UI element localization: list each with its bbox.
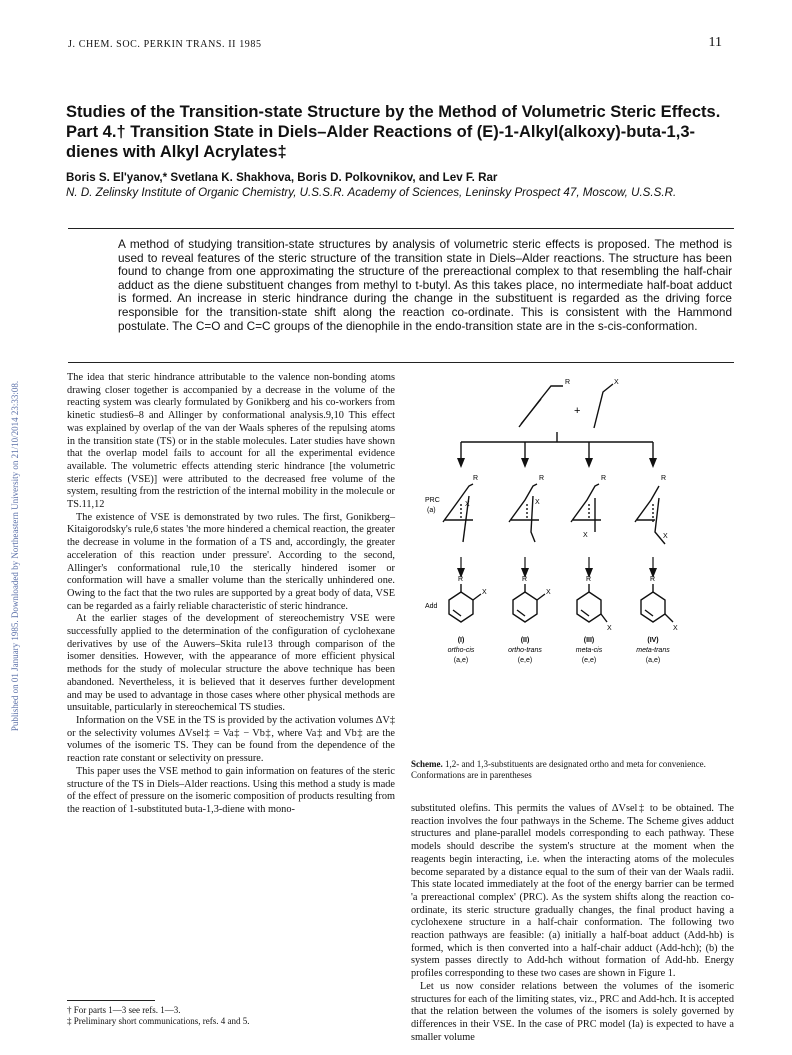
body-right-column <box>411 803 734 1044</box>
footnote-rule <box>67 1000 155 1001</box>
abstract-bottom-rule <box>68 362 734 363</box>
paragraph: This paper uses the VSE method to gain information on features of the steric structure of the TS in Diels–Alder reactions. Using this method a study is made of the effect of pressure on the isomeric composition of products resulting from the reaction of 1-substituted buta-1,3-diene with mono- <box>67 765 395 815</box>
adduct-x-label: X <box>607 625 612 632</box>
diene-structure <box>519 386 563 427</box>
footnote: ‡ Preliminary short communications, refs. 4 and 5. <box>67 1016 250 1026</box>
add-label: Add <box>425 603 438 610</box>
compound-name: ortho-cis <box>447 647 475 654</box>
article-authors: Boris S. El'yanov,* Svetlana K. Shakhova, Boris D. Polkovnikov, and Lev F. Rar <box>66 171 498 184</box>
page-number: 11 <box>708 35 722 50</box>
caption-text: 1,2- and 1,3-substituents are designated ortho and meta for convenience. Conformations are in parentheses <box>411 759 706 780</box>
scheme-caption <box>411 759 734 781</box>
prc-x-label: X <box>583 532 588 539</box>
prc-model <box>635 486 659 522</box>
compound-conformation: (a,e) <box>453 657 469 664</box>
compound-name: meta-trans <box>636 647 670 654</box>
prc-r-label: R <box>601 475 607 482</box>
compound-numeral: (III) <box>583 637 595 644</box>
body-left-column <box>67 372 395 817</box>
compound-conformation: (e,e) <box>581 657 597 664</box>
plus-sign: + <box>574 405 581 417</box>
caption-label: Scheme. <box>411 759 443 769</box>
paragraph: substituted olefins. This permits the values of ΔVsel‡ to be obtained. The reaction involves the four pathways in the Scheme. The Scheme gives adduct structures and plane-parallel models corresponding to each pathway. These models should describe the system's structure at the moment when the reagents begin interacting, i.e. when the interacting atoms of the molecules become separated by a distance equal to the sum of their van der Waals radii. This state located immediately at the foot of the energy barrier can be termed 'a prereactional complex' (PRC). As the system shifts along the reaction co-ordinate, its steric structure gradually changes, the final product having a cyclohexene structure in a half-chair conformation. The following two reaction pathways are feasible: (a) initially a half-boat adduct (Add-hb) is formed, which is then converted into a half-chair adduct (Add-hch); (b) the system passes directly to Add-hch without formation of Add-hb. Energy profiles corresponding to these two cases are shown in Figure 1. <box>411 803 734 980</box>
article-affiliation: N. D. Zelinsky Institute of Organic Chemistry, U.S.S.R. Academy of Sciences, Leninsky Prospect 47, Moscow, U.S.S.R. <box>66 186 677 199</box>
download-watermark: Published on 01 January 1985. Downloaded by Northeastern University on 21/10/2014 23:33:08. <box>10 380 20 732</box>
abstract-top-rule <box>68 228 734 229</box>
compound-numeral: (I) <box>457 637 465 644</box>
adduct-r-label: R <box>650 576 656 583</box>
diene-r-label: R <box>565 379 571 386</box>
prc-label: PRC <box>425 497 440 504</box>
prc-sub-label: (a) <box>427 507 436 514</box>
prc-x-label: X <box>465 501 470 508</box>
footnote: † For parts 1—3 see refs. 1—3. <box>67 1005 181 1015</box>
paragraph: Information on the VSE in the TS is provided by the activation volumes ΔV‡ or the selectivity volumes ΔVsel‡ = Va‡ − Vb‡, where Va‡ and Vb‡ are the volumes of the isomeric TS. They can be found from the dependence of the reaction rate constant or selectivity on pressure. <box>67 714 395 765</box>
prc-r-label: R <box>661 475 667 482</box>
compound-conformation: (e,e) <box>517 657 533 664</box>
article-title: Studies of the Transition-state Structure by the Method of Volumetric Steric Effects. Part 4.† Transition State in Diels–Alder Reactions of (E)-1-Alkyl(alkoxy)-buta-1,3-dienes with Alkyl Acrylates‡ <box>66 103 721 161</box>
compound-numeral: (IV) <box>647 637 659 644</box>
adduct-r-label: R <box>522 576 528 583</box>
adduct-ring <box>449 592 473 622</box>
adduct-ring <box>641 592 665 622</box>
footnotes <box>67 1005 395 1027</box>
prc-x-label: X <box>535 499 540 506</box>
adduct-x-label: X <box>546 589 551 596</box>
prc-x-label: X <box>663 533 668 540</box>
reaction-scheme <box>411 372 734 752</box>
journal-header: J. CHEM. SOC. PERKIN TRANS. II 1985 <box>68 39 262 50</box>
compound-numeral: (II) <box>520 637 530 644</box>
paragraph: Let us now consider relations between the volumes of the isomeric structures for each of the limiting states, viz., PRC and Add-hch. It is accepted that the relation between the volumes of the isomers is solely governed by differences in their VSE. In the case of PRC model (Ia) is expected to have a smaller volume <box>411 980 734 1043</box>
compound-conformation: (a,e) <box>645 657 661 664</box>
compound-name: ortho-trans <box>508 647 542 654</box>
adduct-r-label: R <box>458 576 464 583</box>
prc-r-label: R <box>539 475 545 482</box>
dienophile-structure <box>594 384 613 428</box>
compound-name: meta-cis <box>575 647 603 654</box>
adduct-x-label: X <box>673 625 678 632</box>
adduct-r-label: R <box>586 576 592 583</box>
paragraph: The existence of VSE is demonstrated by two rules. The first, Gonikberg–Kitaigorodsky's rule,6 states 'the more hindered a chemical reaction, the greater the decrease in volume in the formation of a TS and, accordingly, the greater acceleration of this reaction under pressure'. According to the second, Allinger's conformational rule,10 the sterically hindered isomer or conformation will have a smaller volume than the sterically unhindered one. Owing to the fact that the two rules are supported by a great body of data, VSE can be regarded as a fairly reliable characteristic of steric hindrance. <box>67 511 395 612</box>
adduct-ring <box>577 592 601 622</box>
abstract: A method of studying transition-state structures by analysis of volumetric steric effects is proposed. The method is used to reveal features of the steric structure of the transition state in Diels–Alder reactions. The structure has been found to change from one approximating the structure of the prereactional complex to that resembling the half-chair adduct as the diene substituent changes from methyl to t-butyl. As this takes place, no intermediate half-boat adduct is formed. An increase in steric hindrance during the change in the substituent is regarded as the driving force responsible for the transition-state shift along the reaction co-ordinate. This is consistent with the Hammond postulate. The C=O and C=C groups of the dienophile in the endo-transition state are in the s-cis-conformation. <box>118 237 732 333</box>
paragraph: The idea that steric hindrance attributable to the valence non-bonding atoms drawing closer together is accompanied by a decrease in the volume of the reacting system was clearly formulated by Gonikberg and his co-workers from kinetic studies6–8 and Allinger by conformational analysis.9,10 This effect was explained by overlap of the van der Waals spheres of the repulsing atoms in the transition state (TS) or in the stable molecules. Later studies have shown that the overlap model fails to account for all the experimental evidence available. The volumetric effects attending steric hindrance [the volumetric steric effects (VSE)] were attributed to the decreased free volume of the system, resulting from the restriction of the internal mobility in the molecule or TS.11,12 <box>67 372 395 511</box>
adduct-ring <box>513 592 537 622</box>
dienophile-x-label: X <box>614 379 619 386</box>
adduct-x-label: X <box>482 589 487 596</box>
paragraph: At the earlier stages of the development of stereochemistry VSE were successfully applied to the determination of the configuration of cyclohexane derivatives by use of the Auwers–Skita rule13 through comparison of the isomer densities. However, with the appearance of more efficient physical methods for the study of molecular structure the above technique has been abandoned. Nevertheless, it is believed that it deserves further development and may be used to advantage in those cases where other physical methods are unsuitable, particularly in stereochemical TS studies. <box>67 613 395 714</box>
prc-r-label: R <box>473 475 479 482</box>
